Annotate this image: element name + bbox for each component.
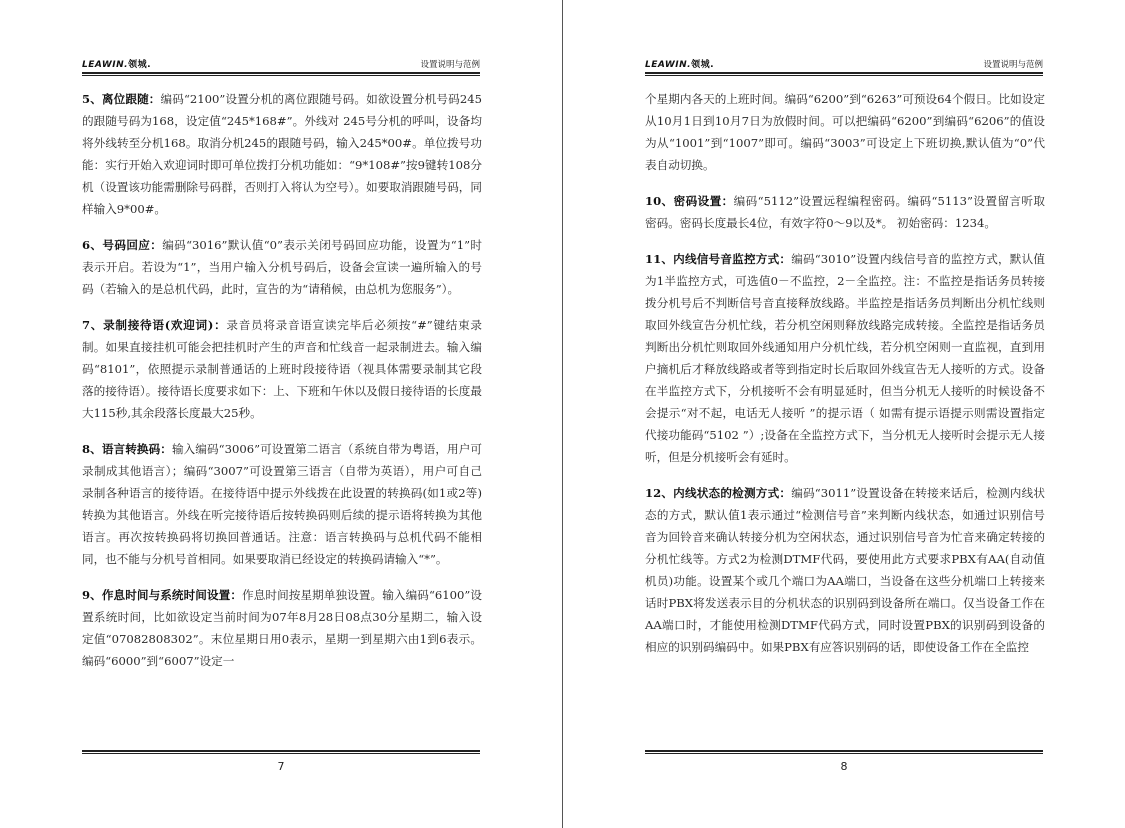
right-content (645, 88, 1045, 672)
header-rule (82, 72, 480, 74)
section-body: 编码“2100”设置分机的离位跟随号码。如欲设置分机号码245的跟随号码为168，设定值“245*168#”。外线对 245号分机的呼叫，设备均将外线转至分机168。取消分机245的跟随号码，输入245*00#。单位拨号功能：实行开始入欢迎词时即可单位拨打分机功能如：“9*108#”按9键转108分机（设置该功能需删除号码群，否则打入将认为空号）。如要取消跟随号码，同样输入9*00#。 (82, 92, 482, 216)
section-11 (645, 248, 1045, 468)
section-7 (82, 314, 482, 424)
left-content (82, 88, 482, 686)
section-12 (645, 482, 1045, 658)
section-body: 编码“5112”设置远程编程密码。编码“5113”设置留言听取密码。密码长度最长4位，有效字符0～9以及*。 初始密码：1234。 (645, 194, 1045, 230)
section-title: 11、内线信号音监控方式： (645, 252, 792, 266)
footer-rule-thin (645, 753, 1043, 754)
brand-logo (82, 57, 151, 70)
section-title: 9、作息时间与系统时间设置： (82, 588, 243, 602)
section-body: 个星期内各天的上班时间。编码“6200”到“6263”可预设64个假日。比如设定从10月1日到10月7日为放假时间。可以把编码“6200”到编码“6206”的值设为从“1001”到“1007”即可。编码“3003”可设定上下班切换,默认值为“0”代表自动切换。 (645, 92, 1045, 172)
brand-latin: LEAWIN. (82, 60, 129, 70)
footer-rule-thin (82, 753, 480, 754)
header-rule-thin (645, 75, 1043, 76)
section-title: 5、离位跟随： (82, 92, 161, 106)
brand-logo (645, 57, 714, 70)
section-body: 输入编码“3006”可设置第二语言（系统自带为粤语，用户可录制成其他语言）；编码“3007”可设置第三语言（自带为英语），用户可自己录制各种语言的接待语。在接待语中提示外线拨在此设置的转换码(如1或2等)转换为其他语言。外线在听完接待语后按转换码则后续的提示语将转换为其他语言。再次按转换码将切换回普通话。注意：语言转换码与总机代码不能相同，也不能与分机号首相同。如果要取消已经设定的转换码请输入“*”。 (82, 442, 482, 566)
header-title: 设置说明与范例 (983, 60, 1043, 70)
section-10 (645, 190, 1045, 234)
section-title: 8、语言转换码： (82, 442, 172, 456)
page-number: 8 (840, 760, 848, 773)
brand-cn: 领城. (691, 60, 715, 70)
brand-latin: LEAWIN. (645, 60, 692, 70)
section-8 (82, 438, 482, 570)
brand-cn: 领城. (128, 60, 152, 70)
section-body: 编码“3016”默认值“0”表示关闭号码回应功能，设置为“1”时表示开启。若设为“1”，当用户输入分机号码后，设备会宣读一遍所输入的号码（若输入的是总机代码，此时，宣告的为“请稍候，由总机为您服务”）。 (82, 238, 482, 296)
section-6 (82, 234, 482, 300)
section-title: 12、内线状态的检测方式： (645, 486, 792, 500)
section-title: 6、号码回应： (82, 238, 163, 252)
section-title: 10、密码设置： (645, 194, 734, 208)
footer-rule (645, 750, 1043, 752)
section-9 (82, 584, 482, 672)
section-9-continued (645, 88, 1045, 176)
left-page (0, 0, 562, 828)
page-header (645, 57, 1043, 73)
header-rule (645, 72, 1043, 74)
page-number: 7 (277, 760, 285, 773)
footer-rule (82, 750, 480, 752)
section-5 (82, 88, 482, 220)
section-title: 7、录制接待语(欢迎词)： (82, 318, 227, 332)
page-header (82, 57, 480, 73)
section-body: 作息时间按星期单独设置。输入编码“6100”设置系统时间，比如欲设定当前时间为07年8月28日08点30分星期二，输入设定值“07082808302”。末位星期日用0表示，星期一到星期六由1到6表示。编码“6000”到“6007”设定一 (82, 588, 482, 668)
header-title: 设置说明与范例 (420, 60, 480, 70)
section-body: 编码“3011”设置设备在转接来话后，检测内线状态的方式，默认值1表示通过“检测信号音”来判断内线状态，如通过识别信号音为回铃音来确认转接分机为空闲状态，通过识别信号音为忙音来确定转接的分机忙线等。方式2为检测DTMF代码，要使用此方式要求PBX有AA(自动值机员)功能。设置某个或几个端口为AA端口，当设备在这些分机端口上转接来话时PBX将发送表示目的分机状态的识别码到设备所在端口。仅当设备工作在AA端口时，才能使用检测DTMF代码方式，同时设置PBX的识别码到设备的相应的识别码编码中。如果PBX有应答识别码的话，即使设备工作在全监控 (645, 486, 1045, 654)
section-body: 录音员将录音语宣读完毕后必须按“#”键结束录制。如果直接挂机可能会把挂机时产生的声音和忙线音一起录制进去。输入编码“8101”，依照提示录制普通话的上班时段接待语（视具体需要录制其它段落的接待语）。接待语长度要求如下：上、下班和午休以及假日接待语的长度最大115秒,其余段落长度最大25秒。 (82, 318, 482, 420)
section-body: 编码“3010”设置内线信号音的监控方式，默认值为1半监控方式，可选值0－不监控，2－全监控。注：不监控是指话务员转接拨分机号后不判断信号音直接释放线路。半监控是指话务员判断出分机忙线则取回外线宣告分机忙线，若分机空闲则释放线路完成转接。全监控是指话务员判断出分机忙则取回外线通知用户分机忙线，若分机空闲则一直监视，直到用户摘机后才释放线路或者等到指定时长后取回外线宣告无人接听的方式。设备在半监控方式下，分机接听不会有明显延时，但当分机无人接听的时候设备不会提示“对不起，电话无人接听 ”的提示语（ 如需有提示语提示则需设置指定代接功能码“5102 ”）;设备在全监控方式下，当分机无人接听时会提示无人接听，但是分机接听会有延时。 (645, 252, 1045, 464)
header-rule-thin (82, 75, 480, 76)
right-page (563, 0, 1125, 828)
